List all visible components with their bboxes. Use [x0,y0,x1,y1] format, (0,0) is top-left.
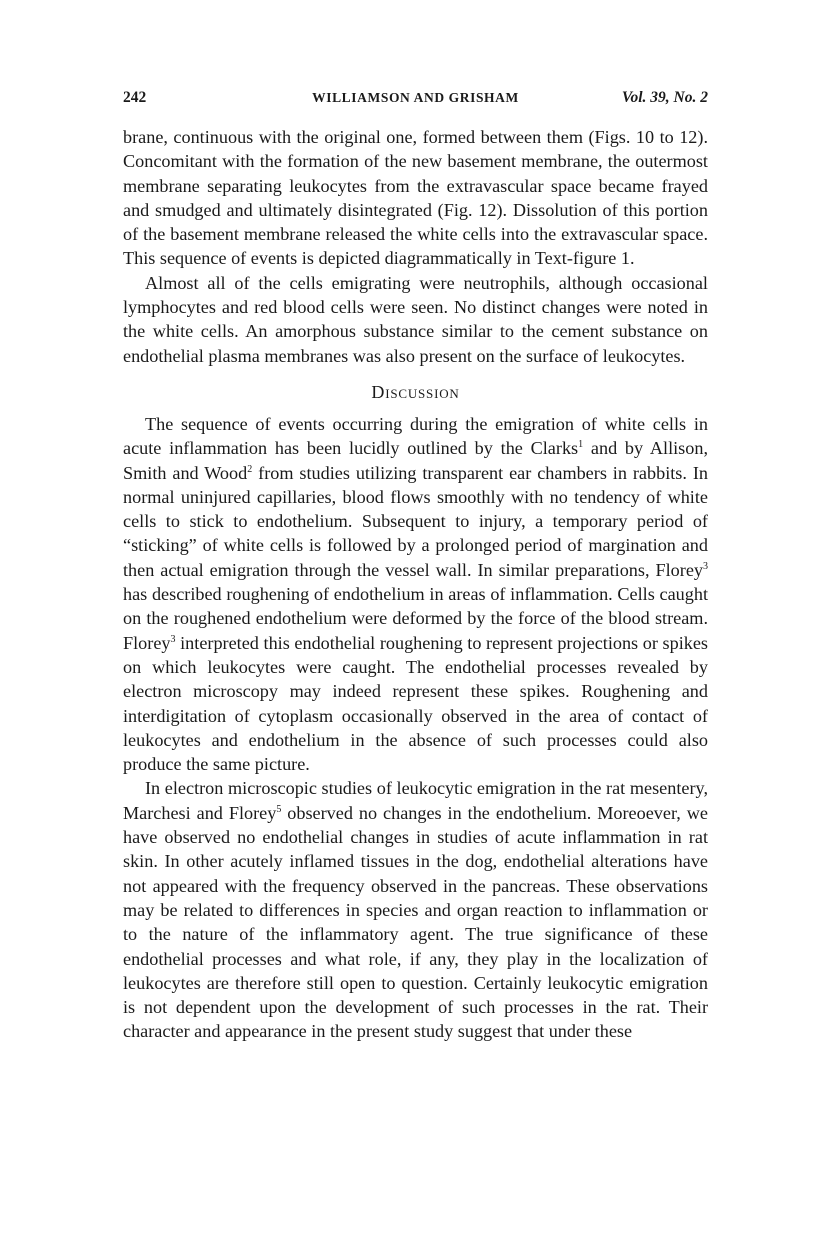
discussion-paragraph-1 [123,412,708,776]
text-run: observed no changes in the endothelium. Moreoever, we have observed no endothelial changes in studies of acute inflammation in rat skin. In other acutely inflamed tissues in the dog, endothelial alterations have not appeared with the frequency observed in the pancreas. These observations may be related to differences in species and organ reaction to inflammation or to the nature of the inflammatory agent. The true significance of these endothelial processes and what role, if any, they play in the localization of leukocytes are therefore still open to question. Certainly leukocytic emigration is not dependent upon the development of such processes in the rat. Their character and appearance in the present study suggest that under these [123,802,709,1042]
text-run: In electron microscopic studies of leukocytic emigration in the rat mesentery, Marchesi and Florey [123,778,708,823]
results-paragraph-continued: brane, continuous with the original one, formed between them (Figs. 10 to 12). Concomitant with the formation of the new basement membrane, the outermost membrane separating leukocytes from the extravascular space became frayed and smudged and ultimately disintegrated (Fig. 12). Dissolution of this portion of the basement membrane released the white cells into the extravascular space. This sequence of events is depicted diagrammatically in Text-figure 1. [123,127,708,269]
journal-page [123,86,708,1044]
reference-marker: 2 [247,463,253,475]
page-number: 242 [123,89,147,106]
running-head-authors: WILLIAMSON AND GRISHAM [312,90,519,105]
reference-marker: 3 [703,560,708,572]
volume-issue: Vol. 39, No. 2 [621,89,708,106]
text-run: has described roughening of endothelium in areas of inflammation. Cells caught on the roughened endothelium were deformed by the force of the blood stream. Florey [123,584,708,653]
reference-marker: 5 [276,803,282,815]
running-head [123,86,708,110]
results-paragraph: Almost all of the cells emigrating were neutrophils, although occasional lymphocytes and red blood cells were seen. No distinct changes were noted in the white cells. An amorphous substance similar to the cement substance on endothelial plasma membranes was also present on the surface of leukocytes. [123,272,708,366]
text-run: The sequence of events occurring during the emigration of white cells in acute inflammation has been lucidly outlined by the Clarks [123,413,708,459]
text-run: interpreted this endothelial roughening to represent projections or spikes on which leukocytes were caught. The endothelial processes revealed by electron microscopy may indeed represent these spikes. Roughening and interdigitation of cytoplasm occasionally observed in the area of contact of leukocytes and endothelium in the absence of such processes could also produce the same picture. [123,632,708,775]
text-run: and by Allison, Smith and Wood [123,438,708,483]
reference-marker: 1 [578,439,584,451]
text-run: from studies utilizing transparent ear chambers in rabbits. In normal uninjured capillaries, blood flows smoothly with no tendency of white cells to stick to endothelium. Subsequent to injury, a temporary period of “sticking” of white cells is followed by a prolonged period of margination and then actual emigration through the vessel wall. In similar preparations, Florey [123,462,708,580]
section-heading-discussion: Discussion [371,381,460,402]
discussion-paragraph-2 [123,776,708,1043]
article-body [123,125,708,1044]
reference-marker: 3 [170,633,176,645]
